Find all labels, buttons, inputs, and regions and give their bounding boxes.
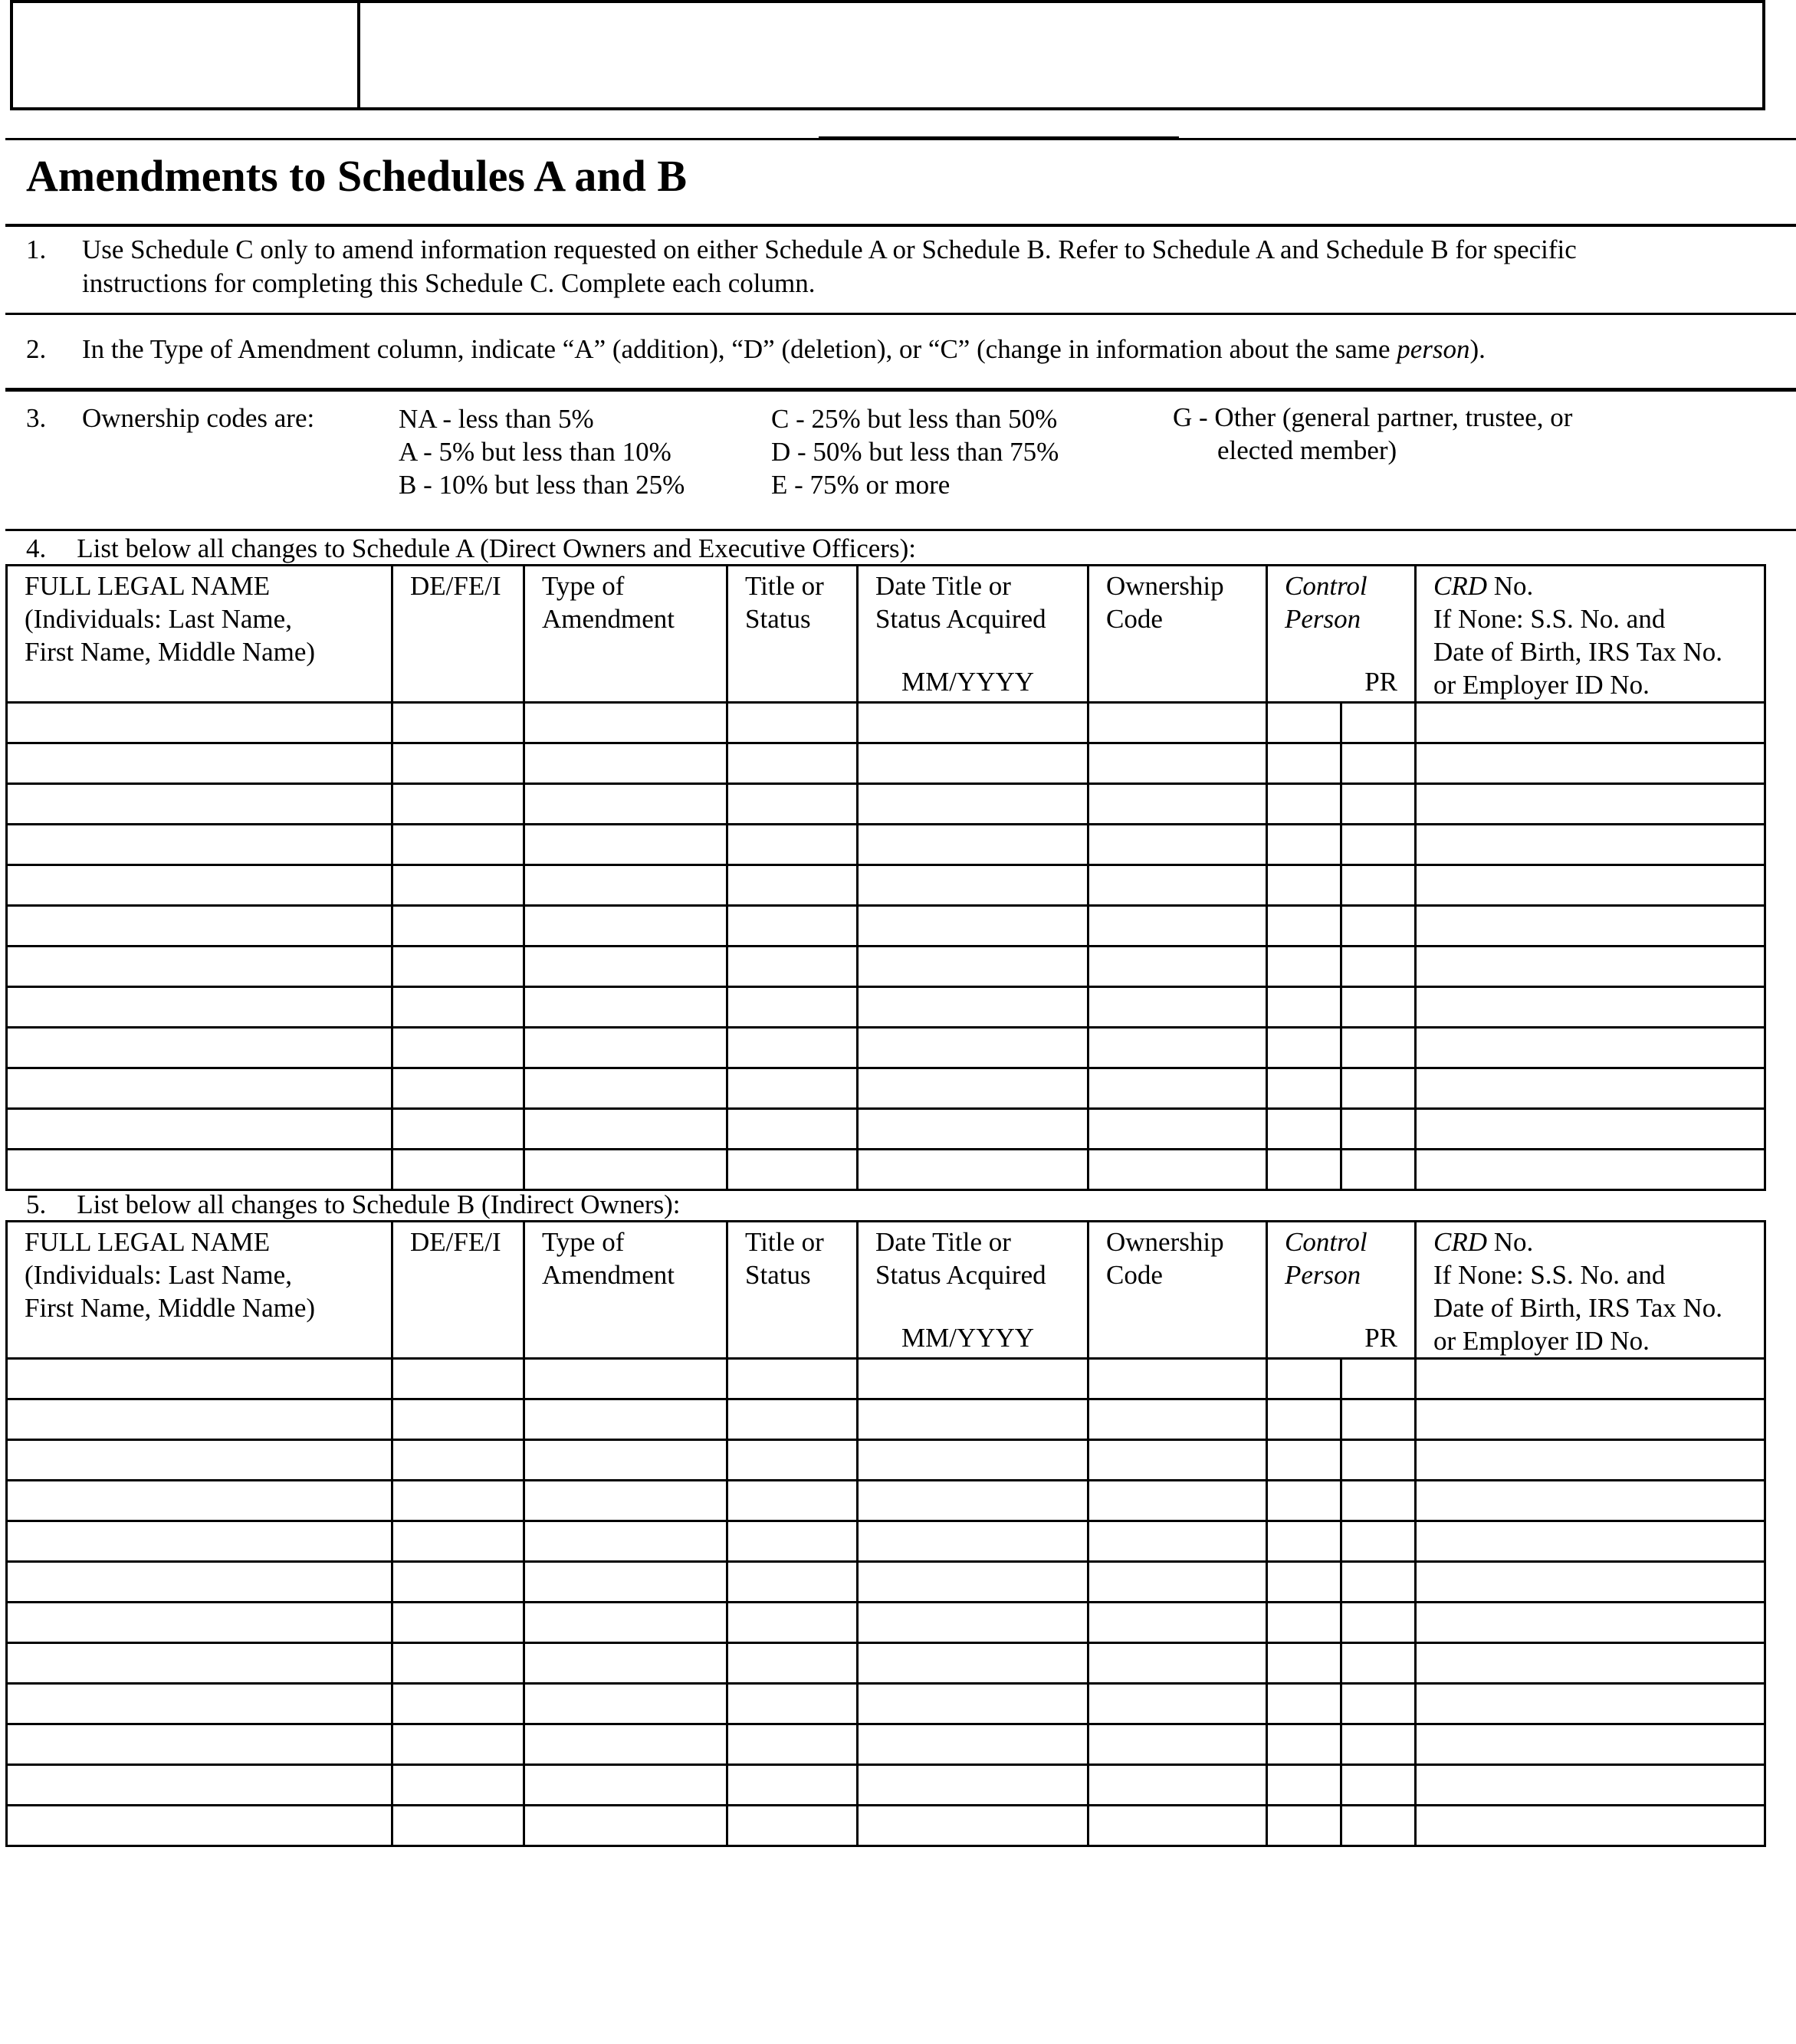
entry-cell-date-acquired[interactable]: [858, 1643, 1088, 1684]
entry-cell-date-acquired[interactable]: [858, 784, 1088, 825]
instruction-1-number: 1.: [26, 235, 47, 264]
entry-cell-type-of-amendment[interactable]: [524, 1724, 727, 1765]
entry-cell-crd-no[interactable]: [1416, 865, 1765, 906]
table-row: [7, 1521, 1765, 1562]
instruction-1-line-1: Use Schedule C only to amend information requested on either Schedule A or Schedule B. Refer to Schedule A and Schedule B for specific: [82, 235, 1577, 264]
entry-cell-full-legal-name[interactable]: [7, 1068, 392, 1109]
entry-cell-type-of-amendment[interactable]: [524, 1562, 727, 1603]
entry-cell-ownership-code[interactable]: [1088, 1440, 1267, 1481]
entry-cell-full-legal-name[interactable]: [7, 1684, 392, 1724]
entry-cell-control-person[interactable]: [1267, 1150, 1341, 1190]
instruction-3-number: 3.: [26, 403, 47, 433]
entry-cell-full-legal-name[interactable]: [7, 703, 392, 743]
entry-cell-defei[interactable]: [392, 1028, 524, 1068]
entry-cell-defei[interactable]: [392, 703, 524, 743]
table-row: [7, 1150, 1765, 1190]
entry-cell-title-or-status[interactable]: [727, 987, 858, 1028]
entry-cell-control-person[interactable]: [1267, 1109, 1341, 1150]
entry-cell-full-legal-name[interactable]: [7, 906, 392, 947]
table-row: [7, 1684, 1765, 1724]
entry-cell-crd-no[interactable]: [1416, 1765, 1765, 1806]
table-row: [7, 947, 1765, 987]
entry-cell-pr[interactable]: [1341, 1643, 1416, 1684]
entry-cell-control-person[interactable]: [1267, 1399, 1341, 1440]
entry-cell-title-or-status[interactable]: [727, 1068, 858, 1109]
code-e: E - 75% or more: [771, 470, 951, 500]
entry-cell-title-or-status[interactable]: [727, 906, 858, 947]
entry-cell-control-person[interactable]: [1267, 1562, 1341, 1603]
page-title: Amendments to Schedules A and B: [26, 151, 688, 201]
entry-cell-pr[interactable]: [1341, 906, 1416, 947]
code-na: NA - less than 5%: [399, 404, 594, 434]
entry-cell-title-or-status[interactable]: [727, 743, 858, 784]
table-row: [7, 1399, 1765, 1440]
entry-cell-full-legal-name[interactable]: [7, 1481, 392, 1521]
entry-cell-date-acquired[interactable]: [858, 1440, 1088, 1481]
col-control-person: Control Person PR: [1267, 1222, 1416, 1359]
entry-cell-date-acquired[interactable]: [858, 987, 1088, 1028]
ownership-codes-label: Ownership codes are:: [82, 403, 315, 433]
header-box: [10, 0, 1765, 110]
code-c: C - 25% but less than 50%: [771, 404, 1058, 434]
col-date-acquired: Date Title or Status Acquired MM/YYYY: [858, 566, 1088, 703]
entry-cell-ownership-code[interactable]: [1088, 1150, 1267, 1190]
entry-cell-pr[interactable]: [1341, 1109, 1416, 1150]
table-row: [7, 1765, 1765, 1806]
entry-cell-full-legal-name[interactable]: [7, 947, 392, 987]
entry-cell-type-of-amendment[interactable]: [524, 1603, 727, 1643]
col-defei: DE/FE/I: [392, 566, 524, 703]
entry-cell-pr[interactable]: [1341, 1399, 1416, 1440]
table-header-row: [7, 1222, 1765, 1359]
table-row: [7, 865, 1765, 906]
entry-cell-title-or-status[interactable]: [727, 1521, 858, 1562]
entry-cell-date-acquired[interactable]: [858, 1481, 1088, 1521]
entry-cell-control-person[interactable]: [1267, 1643, 1341, 1684]
entry-cell-date-acquired[interactable]: [858, 1521, 1088, 1562]
entry-cell-crd-no[interactable]: [1416, 987, 1765, 1028]
schedule-b-table: [5, 1220, 1766, 1847]
entry-cell-type-of-amendment[interactable]: [524, 1109, 727, 1150]
entry-cell-date-acquired[interactable]: [858, 1684, 1088, 1724]
entry-cell-type-of-amendment[interactable]: [524, 1028, 727, 1068]
entry-cell-pr[interactable]: [1341, 784, 1416, 825]
entry-cell-control-person[interactable]: [1267, 987, 1341, 1028]
entry-cell-pr[interactable]: [1341, 825, 1416, 865]
col-title-or-status: Title or Status: [727, 566, 858, 703]
entry-cell-title-or-status[interactable]: [727, 1028, 858, 1068]
entry-cell-crd-no[interactable]: [1416, 1068, 1765, 1109]
header-box-divider: [357, 0, 360, 110]
entry-cell-type-of-amendment[interactable]: [524, 1765, 727, 1806]
entry-cell-ownership-code[interactable]: [1088, 1765, 1267, 1806]
entry-cell-pr[interactable]: [1341, 1724, 1416, 1765]
table-row: [7, 1562, 1765, 1603]
entry-cell-title-or-status[interactable]: [727, 1359, 858, 1399]
col-crd-no: CRD No. If None: S.S. No. and Date of Birth, IRS Tax No. or Employer ID No.: [1416, 566, 1765, 703]
entry-cell-defei[interactable]: [392, 1150, 524, 1190]
entry-cell-pr[interactable]: [1341, 1765, 1416, 1806]
entry-cell-date-acquired[interactable]: [858, 1724, 1088, 1765]
entry-cell-full-legal-name[interactable]: [7, 1440, 392, 1481]
table-row: [7, 825, 1765, 865]
pr-label: PR: [1364, 1323, 1397, 1353]
entry-cell-defei[interactable]: [392, 1359, 524, 1399]
entry-cell-crd-no[interactable]: [1416, 743, 1765, 784]
entry-cell-defei[interactable]: [392, 1643, 524, 1684]
divider: [5, 529, 1796, 531]
entry-cell-control-person[interactable]: [1267, 1028, 1341, 1068]
entry-cell-full-legal-name[interactable]: [7, 1521, 392, 1562]
entry-cell-ownership-code[interactable]: [1088, 1521, 1267, 1562]
entry-cell-defei[interactable]: [392, 784, 524, 825]
ownership-codes-col-1: [399, 402, 685, 501]
entry-cell-defei[interactable]: [392, 1481, 524, 1521]
table-row: [7, 987, 1765, 1028]
entry-cell-full-legal-name[interactable]: [7, 784, 392, 825]
entry-cell-date-acquired[interactable]: [858, 1399, 1088, 1440]
table-row: [7, 784, 1765, 825]
pr-label: PR: [1364, 667, 1397, 697]
table-row: [7, 1481, 1765, 1521]
table-row: [7, 906, 1765, 947]
entry-cell-full-legal-name[interactable]: [7, 1399, 392, 1440]
entry-cell-full-legal-name[interactable]: [7, 1028, 392, 1068]
entry-cell-type-of-amendment[interactable]: [524, 947, 727, 987]
entry-cell-ownership-code[interactable]: [1088, 825, 1267, 865]
entry-cell-crd-no[interactable]: [1416, 1440, 1765, 1481]
entry-cell-date-acquired[interactable]: [858, 1562, 1088, 1603]
entry-cell-ownership-code[interactable]: [1088, 1643, 1267, 1684]
entry-cell-defei[interactable]: [392, 1068, 524, 1109]
entry-cell-ownership-code[interactable]: [1088, 1068, 1267, 1109]
entry-cell-date-acquired[interactable]: [858, 906, 1088, 947]
entry-cell-pr[interactable]: [1341, 1440, 1416, 1481]
entry-cell-title-or-status[interactable]: [727, 1150, 858, 1190]
entry-cell-type-of-amendment[interactable]: [524, 1521, 727, 1562]
entry-cell-control-person[interactable]: [1267, 703, 1341, 743]
entry-cell-pr[interactable]: [1341, 1028, 1416, 1068]
entry-cell-title-or-status[interactable]: [727, 784, 858, 825]
entry-cell-ownership-code[interactable]: [1088, 1724, 1267, 1765]
entry-cell-crd-no[interactable]: [1416, 703, 1765, 743]
entry-cell-pr[interactable]: [1341, 1068, 1416, 1109]
entry-cell-pr[interactable]: [1341, 1603, 1416, 1643]
entry-cell-defei[interactable]: [392, 1109, 524, 1150]
entry-cell-crd-no[interactable]: [1416, 1603, 1765, 1643]
col-ownership-code: Ownership Code: [1088, 1222, 1267, 1359]
entry-cell-date-acquired[interactable]: [858, 743, 1088, 784]
entry-cell-type-of-amendment[interactable]: [524, 1481, 727, 1521]
entry-cell-ownership-code[interactable]: [1088, 987, 1267, 1028]
entry-cell-type-of-amendment[interactable]: [524, 1150, 727, 1190]
ownership-codes-col-3: [1173, 401, 1572, 467]
entry-cell-full-legal-name[interactable]: [7, 1806, 392, 1846]
entry-cell-ownership-code[interactable]: [1088, 1684, 1267, 1724]
col-type-of-amendment: Type of Amendment: [524, 566, 727, 703]
entry-cell-title-or-status[interactable]: [727, 1684, 858, 1724]
entry-cell-control-person[interactable]: [1267, 1603, 1341, 1643]
code-d: D - 50% but less than 75%: [771, 437, 1059, 467]
entry-cell-ownership-code[interactable]: [1088, 1399, 1267, 1440]
entry-cell-full-legal-name[interactable]: [7, 1603, 392, 1643]
entry-cell-type-of-amendment[interactable]: [524, 906, 727, 947]
entry-cell-ownership-code[interactable]: [1088, 743, 1267, 784]
code-b: B - 10% but less than 25%: [399, 470, 685, 500]
entry-cell-control-person[interactable]: [1267, 784, 1341, 825]
entry-cell-control-person[interactable]: [1267, 1440, 1341, 1481]
entry-cell-type-of-amendment[interactable]: [524, 784, 727, 825]
entry-cell-pr[interactable]: [1341, 1684, 1416, 1724]
entry-cell-full-legal-name[interactable]: [7, 1359, 392, 1399]
table-row: [7, 1643, 1765, 1684]
table-row: [7, 1359, 1765, 1399]
entry-cell-defei[interactable]: [392, 906, 524, 947]
table-row: [7, 743, 1765, 784]
entry-cell-control-person[interactable]: [1267, 1724, 1341, 1765]
entry-cell-type-of-amendment[interactable]: [524, 1643, 727, 1684]
divider: [5, 224, 1796, 227]
entry-cell-type-of-amendment[interactable]: [524, 1359, 727, 1399]
entry-cell-type-of-amendment[interactable]: [524, 865, 727, 906]
entry-cell-type-of-amendment[interactable]: [524, 987, 727, 1028]
entry-cell-control-person[interactable]: [1267, 1068, 1341, 1109]
entry-cell-ownership-code[interactable]: [1088, 784, 1267, 825]
entry-cell-pr[interactable]: [1341, 1150, 1416, 1190]
entry-cell-type-of-amendment[interactable]: [524, 1399, 727, 1440]
entry-cell-control-person[interactable]: [1267, 906, 1341, 947]
entry-cell-ownership-code[interactable]: [1088, 703, 1267, 743]
entry-cell-type-of-amendment[interactable]: [524, 1806, 727, 1846]
entry-cell-ownership-code[interactable]: [1088, 947, 1267, 987]
entry-cell-control-person[interactable]: [1267, 825, 1341, 865]
entry-cell-type-of-amendment[interactable]: [524, 1684, 727, 1724]
entry-cell-pr[interactable]: [1341, 865, 1416, 906]
entry-cell-control-person[interactable]: [1267, 1684, 1341, 1724]
entry-cell-title-or-status[interactable]: [727, 1562, 858, 1603]
entry-cell-crd-no[interactable]: [1416, 1481, 1765, 1521]
entry-cell-full-legal-name[interactable]: [7, 1109, 392, 1150]
entry-cell-title-or-status[interactable]: [727, 703, 858, 743]
entry-cell-ownership-code[interactable]: [1088, 1359, 1267, 1399]
entry-cell-date-acquired[interactable]: [858, 1068, 1088, 1109]
entry-cell-defei[interactable]: [392, 947, 524, 987]
entry-cell-ownership-code[interactable]: [1088, 1562, 1267, 1603]
entry-cell-title-or-status[interactable]: [727, 947, 858, 987]
entry-cell-defei[interactable]: [392, 865, 524, 906]
entry-cell-crd-no[interactable]: [1416, 1684, 1765, 1724]
entry-cell-control-person[interactable]: [1267, 1521, 1341, 1562]
entry-cell-crd-no[interactable]: [1416, 1521, 1765, 1562]
entry-cell-defei[interactable]: [392, 1603, 524, 1643]
table-row: [7, 1028, 1765, 1068]
entry-cell-date-acquired[interactable]: [858, 703, 1088, 743]
table-row: [7, 1724, 1765, 1765]
instruction-1-line-2: instructions for completing this Schedule C. Complete each column.: [82, 268, 816, 298]
table-row: [7, 1806, 1765, 1846]
entry-cell-crd-no[interactable]: [1416, 1724, 1765, 1765]
entry-cell-date-acquired[interactable]: [858, 1109, 1088, 1150]
entry-cell-crd-no[interactable]: [1416, 1028, 1765, 1068]
entry-cell-date-acquired[interactable]: [858, 1603, 1088, 1643]
table-row: [7, 1440, 1765, 1481]
entry-cell-title-or-status[interactable]: [727, 1643, 858, 1684]
entry-cell-title-or-status[interactable]: [727, 825, 858, 865]
entry-cell-type-of-amendment[interactable]: [524, 1068, 727, 1109]
entry-cell-title-or-status[interactable]: [727, 1603, 858, 1643]
entry-cell-defei[interactable]: [392, 743, 524, 784]
entry-cell-date-acquired[interactable]: [858, 1359, 1088, 1399]
entry-cell-ownership-code[interactable]: [1088, 1028, 1267, 1068]
entry-cell-pr[interactable]: [1341, 947, 1416, 987]
entry-cell-crd-no[interactable]: [1416, 784, 1765, 825]
divider: [5, 313, 1796, 315]
date-format: MM/YYYY: [901, 1323, 1035, 1353]
divider: [819, 136, 1179, 139]
entry-cell-crd-no[interactable]: [1416, 1399, 1765, 1440]
entry-cell-title-or-status[interactable]: [727, 1806, 858, 1846]
entry-cell-pr[interactable]: [1341, 743, 1416, 784]
entry-cell-full-legal-name[interactable]: [7, 1643, 392, 1684]
col-date-acquired: Date Title or Status Acquired MM/YYYY: [858, 1222, 1088, 1359]
entry-cell-pr[interactable]: [1341, 703, 1416, 743]
entry-cell-title-or-status[interactable]: [727, 1440, 858, 1481]
schedule-a-table: [5, 564, 1766, 1191]
entry-cell-defei[interactable]: [392, 1724, 524, 1765]
entry-cell-control-person[interactable]: [1267, 1765, 1341, 1806]
col-defei: DE/FE/I: [392, 1222, 524, 1359]
col-title-or-status: Title or Status: [727, 1222, 858, 1359]
entry-cell-full-legal-name[interactable]: [7, 865, 392, 906]
entry-cell-defei[interactable]: [392, 987, 524, 1028]
entry-cell-full-legal-name[interactable]: [7, 1765, 392, 1806]
entry-cell-type-of-amendment[interactable]: [524, 743, 727, 784]
entry-cell-defei[interactable]: [392, 1521, 524, 1562]
entry-cell-type-of-amendment[interactable]: [524, 1440, 727, 1481]
entry-cell-pr[interactable]: [1341, 1481, 1416, 1521]
entry-cell-title-or-status[interactable]: [727, 1399, 858, 1440]
entry-cell-full-legal-name[interactable]: [7, 743, 392, 784]
col-crd-no: CRD No. If None: S.S. No. and Date of Birth, IRS Tax No. or Employer ID No.: [1416, 1222, 1765, 1359]
entry-cell-crd-no[interactable]: [1416, 947, 1765, 987]
entry-cell-control-person[interactable]: [1267, 743, 1341, 784]
entry-cell-ownership-code[interactable]: [1088, 1481, 1267, 1521]
table-row: [7, 1068, 1765, 1109]
code-g-continued: elected member): [1217, 435, 1397, 465]
table-row: [7, 1603, 1765, 1643]
table-header-row: [7, 566, 1765, 703]
entry-cell-full-legal-name[interactable]: [7, 1724, 392, 1765]
entry-cell-ownership-code[interactable]: [1088, 865, 1267, 906]
entry-cell-crd-no[interactable]: [1416, 1109, 1765, 1150]
col-type-of-amendment: Type of Amendment: [524, 1222, 727, 1359]
entry-cell-full-legal-name[interactable]: [7, 1562, 392, 1603]
entry-cell-defei[interactable]: [392, 1765, 524, 1806]
entry-cell-crd-no[interactable]: [1416, 825, 1765, 865]
col-full-legal-name: FULL LEGAL NAME (Individuals: Last Name, First Name, Middle Name): [7, 566, 392, 703]
entry-cell-ownership-code[interactable]: [1088, 1603, 1267, 1643]
entry-cell-crd-no[interactable]: [1416, 1806, 1765, 1846]
entry-cell-full-legal-name[interactable]: [7, 1150, 392, 1190]
entry-cell-title-or-status[interactable]: [727, 1109, 858, 1150]
col-control-person: Control Person PR: [1267, 566, 1416, 703]
entry-cell-pr[interactable]: [1341, 1806, 1416, 1846]
entry-cell-control-person[interactable]: [1267, 947, 1341, 987]
entry-cell-type-of-amendment[interactable]: [524, 825, 727, 865]
code-g: G - Other (general partner, trustee, or: [1173, 402, 1573, 432]
entry-cell-date-acquired[interactable]: [858, 825, 1088, 865]
entry-cell-pr[interactable]: [1341, 987, 1416, 1028]
entry-cell-full-legal-name[interactable]: [7, 825, 392, 865]
entry-cell-date-acquired[interactable]: [858, 1765, 1088, 1806]
entry-cell-title-or-status[interactable]: [727, 1765, 858, 1806]
entry-cell-control-person[interactable]: [1267, 1359, 1341, 1399]
table-row: [7, 1109, 1765, 1150]
entry-cell-defei[interactable]: [392, 1399, 524, 1440]
instruction-2-number: 2.: [26, 334, 47, 364]
entry-cell-defei[interactable]: [392, 1562, 524, 1603]
entry-cell-control-person[interactable]: [1267, 1806, 1341, 1846]
entry-cell-pr[interactable]: [1341, 1521, 1416, 1562]
entry-cell-control-person[interactable]: [1267, 865, 1341, 906]
entry-cell-date-acquired[interactable]: [858, 1150, 1088, 1190]
entry-cell-ownership-code[interactable]: [1088, 906, 1267, 947]
col-ownership-code: Ownership Code: [1088, 566, 1267, 703]
instruction-2-text: In the Type of Amendment column, indicate “A” (addition), “D” (deletion), or “C” (change in information about the same person).: [82, 334, 1486, 364]
entry-cell-crd-no[interactable]: [1416, 1643, 1765, 1684]
entry-cell-title-or-status[interactable]: [727, 1724, 858, 1765]
entry-cell-crd-no[interactable]: [1416, 1359, 1765, 1399]
ownership-codes-col-2: [771, 402, 1059, 501]
entry-cell-crd-no[interactable]: [1416, 1562, 1765, 1603]
entry-cell-defei[interactable]: [392, 1806, 524, 1846]
entry-cell-pr[interactable]: [1341, 1562, 1416, 1603]
section-4-label: 4. List below all changes to Schedule A (Direct Owners and Executive Officers):: [26, 533, 916, 563]
entry-cell-type-of-amendment[interactable]: [524, 703, 727, 743]
entry-cell-crd-no[interactable]: [1416, 906, 1765, 947]
entry-cell-defei[interactable]: [392, 1440, 524, 1481]
col-full-legal-name: FULL LEGAL NAME (Individuals: Last Name, First Name, Middle Name): [7, 1222, 392, 1359]
entry-cell-ownership-code[interactable]: [1088, 1806, 1267, 1846]
entry-cell-full-legal-name[interactable]: [7, 987, 392, 1028]
divider: [5, 388, 1796, 392]
entry-cell-date-acquired[interactable]: [858, 947, 1088, 987]
entry-cell-date-acquired[interactable]: [858, 1806, 1088, 1846]
entry-cell-title-or-status[interactable]: [727, 1481, 858, 1521]
entry-cell-title-or-status[interactable]: [727, 865, 858, 906]
entry-cell-date-acquired[interactable]: [858, 1028, 1088, 1068]
entry-cell-pr[interactable]: [1341, 1359, 1416, 1399]
entry-cell-date-acquired[interactable]: [858, 865, 1088, 906]
code-a: A - 5% but less than 10%: [399, 437, 671, 467]
entry-cell-control-person[interactable]: [1267, 1481, 1341, 1521]
entry-cell-defei[interactable]: [392, 825, 524, 865]
entry-cell-crd-no[interactable]: [1416, 1150, 1765, 1190]
entry-cell-defei[interactable]: [392, 1684, 524, 1724]
section-5-label: 5. List below all changes to Schedule B (Indirect Owners):: [26, 1189, 681, 1219]
entry-cell-ownership-code[interactable]: [1088, 1109, 1267, 1150]
date-format: MM/YYYY: [901, 667, 1035, 697]
table-row: [7, 703, 1765, 743]
